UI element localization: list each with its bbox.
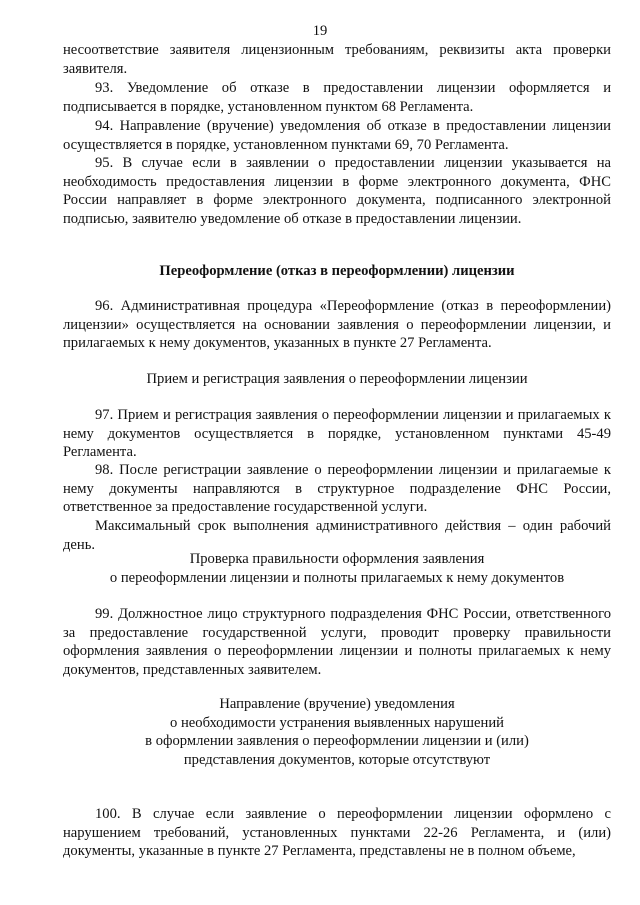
subsection-heading-notification [63,695,611,770]
paragraph-94: 94. Направление (вручение) уведомления об отказе в предоставлении лицензии осуществляется в порядке, установленном пунктами 69, 70 Регламента. [63,118,611,153]
paragraph-100: 100. В случае если заявление о переоформлении лицензии оформлено с нарушением требований, установленных пунктами 22-26 Регламента, и (или) документы, указанные в пункте 27 Регламента, представлены не в полном объеме, [63,806,611,860]
subsection-heading-reception: Прием и регистрация заявления о переоформлении лицензии [146,371,528,387]
subsection-heading-line: Проверка правильности оформления заявления [189,551,485,567]
subsection-heading-line: представления документов, которые отсутствуют [183,752,491,769]
paragraph-93: 93. Уведомление об отказе в предоставлении лицензии оформляется и подписывается в порядке, установленном пунктом 68 Регламента. [63,80,611,115]
subsection-heading-line: о переоформлении лицензии и полноты прилагаемых к нему документов [109,569,565,586]
paragraph-96: 96. Административная процедура «Переоформление (отказ в переоформлении) лицензии» осуществляется на основании заявления о переоформлении лицензии, и прилагаемых к нему документов, указанных в пункте 27 Регламента. [63,298,611,352]
page-number: 19 [312,23,328,39]
paragraph-continuation: несоответствие заявителя лицензионным требованиям, реквизиты акта проверки заявителя. [63,42,611,77]
paragraph-99: 99. Должностное лицо структурного подразделения ФНС России, ответственного за предоставление государственной услуги, проводит проверку правильности оформления заявления о переоформлении лицензии и полноты прилагаемых к нему документов, представленных заявителем. [63,606,611,679]
paragraph-95: 95. В случае если в заявлении о предоставлении лицензии указывается на необходимость предоставления лицензии в форме электронного документа, ФНС России направляет в форме электронного документа, подписанного электронной подписью, заявителю уведомление об отказе в предоставлении лицензии. [63,155,611,228]
subsection-heading-line: о необходимости устранения выявленных нарушений [170,714,504,731]
paragraph-max-term: Максимальный срок выполнения административного действия – один рабочий день. [63,518,611,553]
subsection-heading-line: в оформлении заявления о переоформлении лицензии и (или) [145,733,529,750]
subsection-heading-line: Направление (вручение) уведомления [219,696,455,712]
paragraph-98: 98. После регистрации заявление о переоформлении лицензии и прилагаемые к нему документы направляются в структурное подразделение ФНС России, ответственное за предоставление государственной услуги. [63,462,611,516]
subsection-heading-verification [63,550,611,587]
paragraph-97: 97. Прием и регистрация заявления о переоформлении лицензии и прилагаемых к нему документов осуществляется в порядке, установленном пунктами 45-49 Регламента. [63,407,611,461]
section-heading: Переоформление (отказ в переоформлении) лицензии [159,263,515,279]
